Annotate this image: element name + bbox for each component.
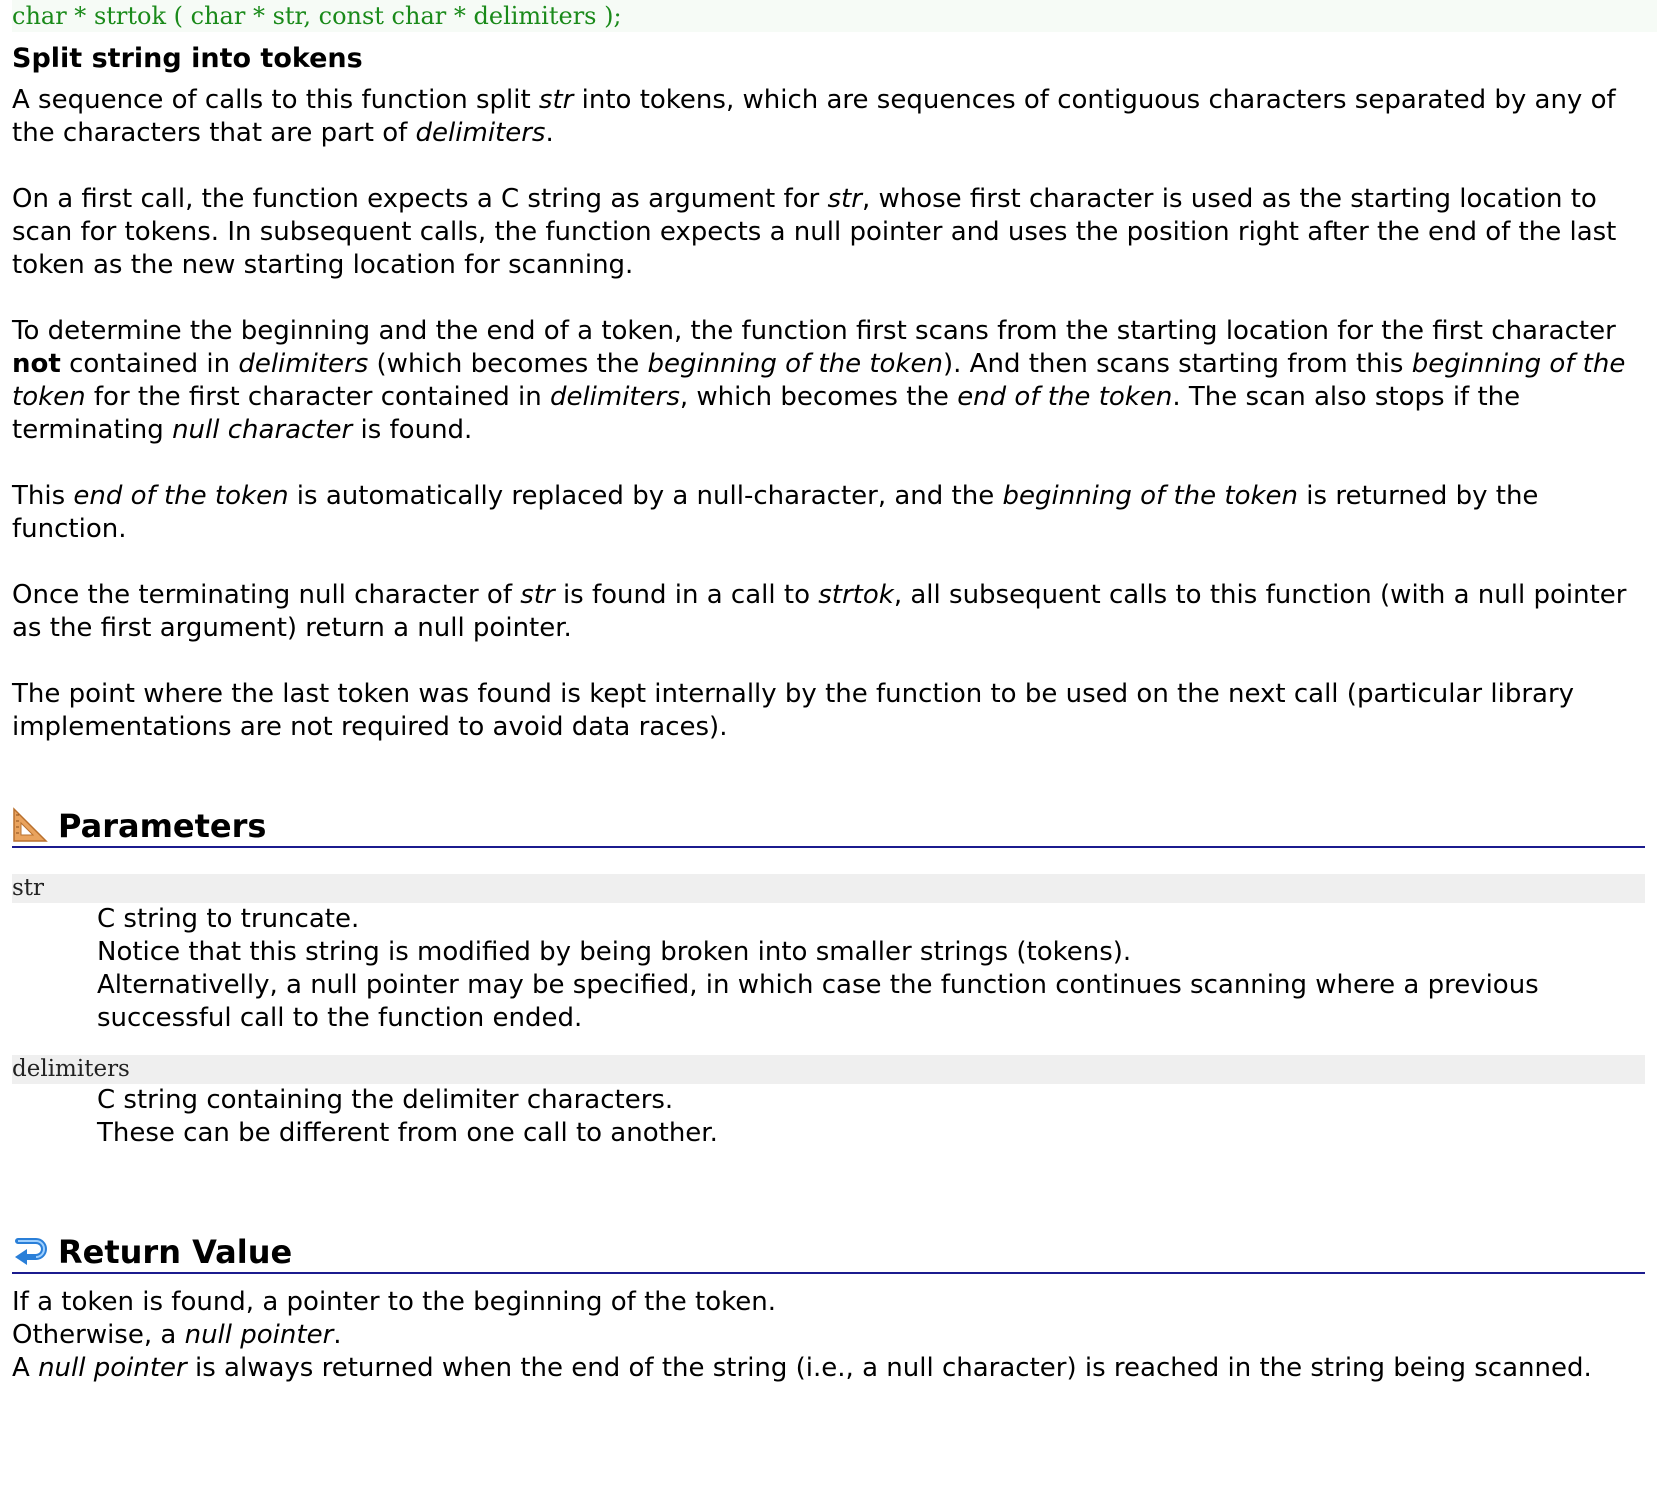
return-value-line-1: If a token is found, a pointer to the beginning of the token. xyxy=(12,1287,776,1317)
param-desc-line: C string containing the delimiter characters. xyxy=(97,1085,674,1115)
return-value-line-2: Otherwise, a null pointer. xyxy=(12,1320,342,1350)
param-desc-delimiters xyxy=(12,1084,1657,1150)
function-prototype: char * strtok ( char * str, const char * delimiters ); xyxy=(12,0,1657,32)
parameters-heading xyxy=(12,806,1645,848)
description-paragraph-3: To determine the beginning and the end of a token, the function first scans from the starting location for the first character not contained in delimiters (which becomes the beginning of the token). And then scans starting from this beginning of the token for the first character contained in delimiters, which becomes the end of the token. The scan also stops if the terminating null character is found. xyxy=(12,316,1626,445)
return-value-line-3: A null pointer is always returned when the end of the string (i.e., a null character) is reached in the string being scanned. xyxy=(12,1353,1592,1383)
description-paragraph-2: On a first call, the function expects a C string as argument for str, whose first character is used as the starting location to scan for tokens. In subsequent calls, the function expects a null pointer and uses the position right after the end of the last token as the new starting location for scanning. xyxy=(12,184,1617,280)
param-name-delimiters: delimiters xyxy=(12,1055,1645,1084)
return-value-title: Return Value xyxy=(58,1233,293,1271)
description-paragraph-6: The point where the last token was found is kept internally by the function to be used on the next call (particular library implementations are not required to avoid data races). xyxy=(12,679,1575,742)
parameters-title: Parameters xyxy=(58,807,267,845)
description-paragraph-5: Once the terminating null character of str is found in a call to strtok, all subsequent calls to this function (with a null pointer as the first argument) return a null pointer. xyxy=(12,580,1627,643)
param-desc-line: C string to truncate. xyxy=(97,904,360,934)
param-desc-line: Notice that this string is modified by being broken into smaller strings (tokens). xyxy=(97,937,1132,967)
param-name-str: str xyxy=(12,874,1645,903)
set-square-icon xyxy=(12,807,48,843)
page-subtitle: Split string into tokens xyxy=(12,43,363,74)
param-desc-line: These can be different from one call to another. xyxy=(97,1118,718,1148)
description-paragraph-4: This end of the token is automatically replaced by a null-character, and the beginning of the token is returned by the function. xyxy=(12,481,1539,544)
description-paragraph-1: A sequence of calls to this function split str into tokens, which are sequences of contiguous characters separated by any of the characters that are part of delimiters. xyxy=(12,85,1616,148)
param-desc-line: Alternativelly, a null pointer may be specified, in which case the function continues scanning where a previous successful call to the function ended. xyxy=(97,970,1539,1033)
param-desc-str xyxy=(12,903,1657,1035)
return-value-heading xyxy=(12,1232,1645,1274)
return-arrow-icon xyxy=(12,1233,48,1269)
